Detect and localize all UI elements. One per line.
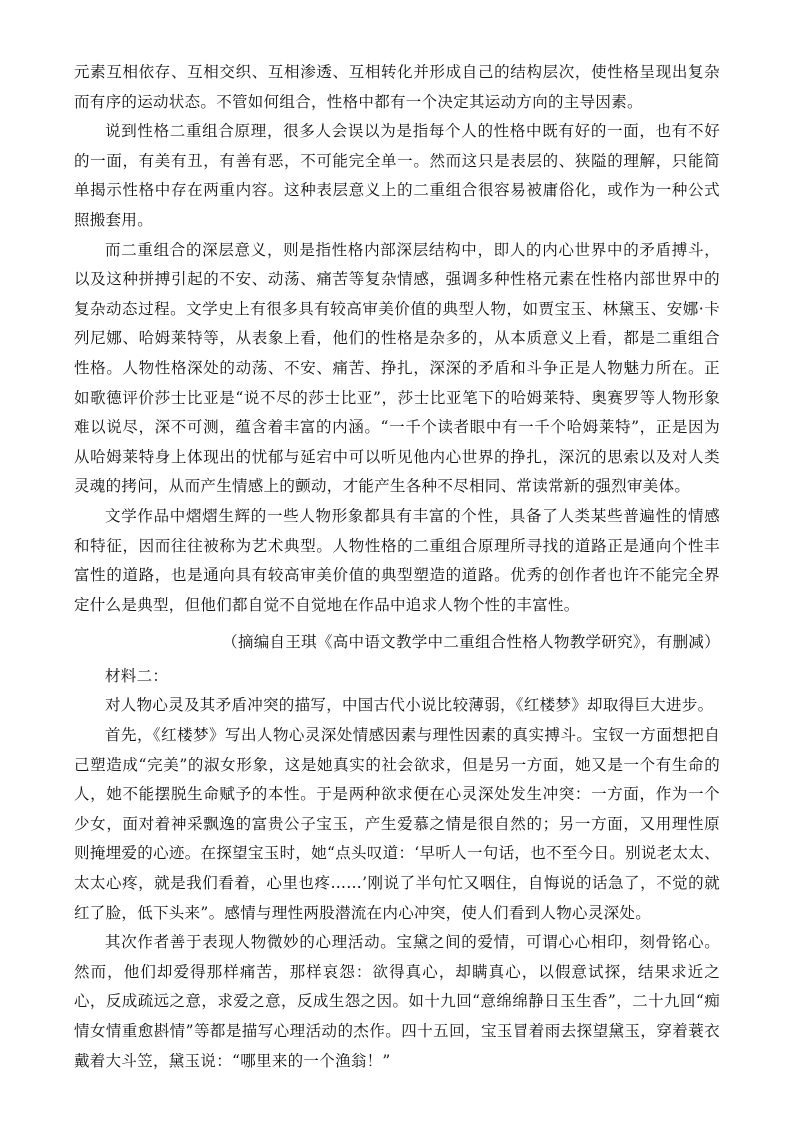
paragraph: 而二重组合的深层意义，则是指性格内部深层结构中，即人的内心世界中的矛盾搏斗，以及这种拼搏引起的不安、动荡、痛苦等复杂情感，强调多种性格元素在性格内部世界中的复杂动态过程。文学史上有很多具有较高审美价值的典型人物，如贾宝玉、林黛玉、安娜·卡列尼娜、哈姆莱特等，从表象上看，他们的性格是杂多的，从本质意义上看，都是二重组合性格。人物性格深处的动荡、不安、痛苦、挣扎，深深的矛盾和斗争正是人物魅力所在。正如歌德评价莎士比亚是“说不尽的莎士比亚”，莎士比亚笔下的哈姆莱特、奥赛罗等人物形象难以说尽，深不可测，蕴含着丰富的内涵。“一千个读者眼中有一千个哈姆莱特”，正是因为从哈姆莱特身上体现出的忧郁与延宕中可以听见他内心世界的挣扎，深沉的思索以及对人类灵魂的拷问，从而产生情感上的颤动，才能产生各种不尽相同、常读常新的强烈审美体。 [74,240,720,496]
paragraph: 对人物心灵及其矛盾冲突的描写，中国古代小说比较薄弱，《红楼梦》却取得巨大进步。 [105,696,714,715]
material-heading: 材料二： [105,666,169,685]
source-citation: （摘编自王琪《高中语文教学中二重组合性格人物教学研究》，有删减） [222,633,720,652]
paragraph: 首先，《红楼梦》写出人物心灵深处情感因素与理性因素的真实搏斗。宝钗一方面想把自己塑造成“完美”的淑女形象，这是她真实的社会欲求，但是另一方面，她又是一个有生命的人，她不能摆脱生命赋予的本性。于是两种欲求便在心灵深处发生冲突：一方面，作为一个少女，面对着神采飘逸的富贵公子宝玉，产生爱慕之情是很自然的；另一方面，又用理性原则掩埋爱的心迹。在探望宝玉时，她“点头叹道：‘早听人一句话，也不至今日。别说老太太、太太心疼，就是我们看着，心里也疼……’刚说了半句忙又咽住，自悔说的话急了，不觉的就红了脸，低下头来”。感情与理性两股潜流在内心冲突，使人们看到人物心灵深处。 [74,726,720,922]
paragraph: 文学作品中熠熠生辉的一些人物形象都具有丰富的个性，具备了人类某些普遍性的情感和特征，因而往往被称为艺术典型。人物性格的二重组合原理所寻找的道路正是通向个性丰富性的道路，也是通向具有较高审美价值的典型塑造的道路。优秀的创作者也许不能完全界定什么是典型，但他们都自觉不自觉地在作品中追求人物个性的丰富性。 [74,506,720,614]
paragraph-continued: 元素互相依存、互相交织、互相渗透、互相转化并形成自己的结构层次，使性格呈现出复杂而有序的运动状态。不管如何组合，性格中都有一个决定其运动方向的主导因素。 [74,63,720,111]
paragraph: 其次作者善于表现人物微妙的心理活动。宝黛之间的爱情，可谓心心相印，刻骨铭心。然而，他们却爱得那样痛苦，那样哀怨：欲得真心，却瞒真心，以假意试探，结果求近之心，反成疏远之意，求爱之意，反成生怨之因。如十九回“意绵绵静日玉生香”，二十九回“痴情女情重愈斟情”等都是描写心理活动的杰作。四十五回，宝玉冒着雨去探望黛玉，穿着蓑衣戴着大斗笠，黛玉说：“哪里来的一个渔翁！” [74,933,720,1070]
document-body [74,58,720,1076]
paragraph: 说到性格二重组合原理，很多人会误以为是指每个人的性格中既有好的一面，也有不好的一面，有美有丑，有善有恶，不可能完全单一。然而这只是表层的、狭隘的理解，只能简单揭示性格中存在两重内容。这种表层意义上的二重组合很容易被庸俗化，或作为一种公式照搬套用。 [74,122,720,229]
